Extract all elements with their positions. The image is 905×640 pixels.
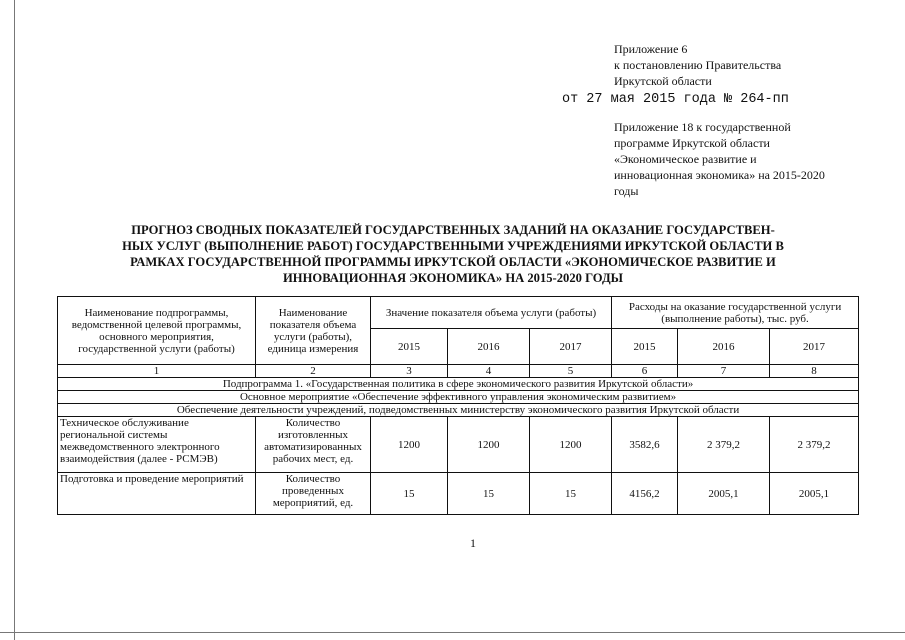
col-number: 7 xyxy=(678,365,770,378)
program-ref-line: Приложение 18 к государственной xyxy=(614,120,791,134)
header-row xyxy=(58,297,859,329)
value-cell: 15 xyxy=(371,473,448,515)
appendix-block xyxy=(614,41,781,89)
subprogram-row xyxy=(58,378,859,391)
year-cell: 2016 xyxy=(448,329,530,365)
col-number: 8 xyxy=(770,365,859,378)
main-activity-title: Основное мероприятие «Обеспечение эффективного управления экономическим развитием» xyxy=(58,391,859,404)
scan-edge-left xyxy=(14,0,15,640)
table-row xyxy=(58,417,859,473)
indicators-table xyxy=(57,296,859,515)
col-header-volume: Значение показателя объема услуги (работы) xyxy=(371,297,612,329)
col-number: 2 xyxy=(256,365,371,378)
document-title xyxy=(108,222,798,286)
program-reference-block xyxy=(614,119,854,199)
subprogram-title: Подпрограмма 1. «Государственная политика в сфере экономического развития Иркутской области» xyxy=(58,378,859,391)
appendix-line: Иркутской области xyxy=(614,74,712,88)
col-header-indicator: Наименование показателя объема услуги (работы), единица измерения xyxy=(256,297,371,365)
year-cell: 2015 xyxy=(371,329,448,365)
main-activity-row xyxy=(58,391,859,404)
col-number: 3 xyxy=(371,365,448,378)
program-ref-line: «Экономическое развитие и xyxy=(614,152,757,166)
table-row xyxy=(58,473,859,515)
year-cell: 2017 xyxy=(530,329,612,365)
value-cell: 4156,2 xyxy=(612,473,678,515)
col-header-cost: Расходы на оказание государственной услуги (выполнение работы), тыс. руб. xyxy=(612,297,859,329)
value-cell: 2005,1 xyxy=(678,473,770,515)
year-cell: 2016 xyxy=(678,329,770,365)
institutions-row xyxy=(58,404,859,417)
col-number: 6 xyxy=(612,365,678,378)
page-number: 1 xyxy=(470,536,476,550)
title-line: ПРОГНОЗ СВОДНЫХ ПОКАЗАТЕЛЕЙ ГОСУДАРСТВЕННЫХ ЗАДАНИЙ НА ОКАЗАНИЕ ГОСУДАРСТВЕН- xyxy=(131,223,775,237)
title-line: НЫХ УСЛУГ (ВЫПОЛНЕНИЕ РАБОТ) ГОСУДАРСТВЕННЫМИ УЧРЕЖДЕНИЯМИ ИРКУТСКОЙ ОБЛАСТИ В xyxy=(122,239,784,253)
value-cell: 15 xyxy=(530,473,612,515)
col-number: 4 xyxy=(448,365,530,378)
service-indicator: Количество изготовленных автоматизированных рабочих мест, ед. xyxy=(256,417,371,473)
value-cell: 15 xyxy=(448,473,530,515)
program-ref-line: программе Иркутской области xyxy=(614,136,770,150)
value-cell: 2 379,2 xyxy=(770,417,859,473)
service-name: Техническое обслуживание региональной системы межведомственного электронного взаимодействия (далее - РСМЭВ) xyxy=(58,417,256,473)
institutions-title: Обеспечение деятельности учреждений, подведомственных министерству экономического развития Иркутской области xyxy=(58,404,859,417)
appendix-line: Приложение 6 xyxy=(614,42,688,56)
value-cell: 2 379,2 xyxy=(678,417,770,473)
service-indicator: Количество проведенных мероприятий, ед. xyxy=(256,473,371,515)
year-cell: 2015 xyxy=(612,329,678,365)
service-name: Подготовка и проведение мероприятий xyxy=(58,473,256,515)
appendix-line: к постановлению Правительства xyxy=(614,58,782,72)
column-number-row xyxy=(58,365,859,378)
program-ref-line: инновационная экономика» на 2015-2020 xyxy=(614,168,825,182)
program-ref-line: годы xyxy=(614,184,639,198)
value-cell: 1200 xyxy=(371,417,448,473)
value-cell: 3582,6 xyxy=(612,417,678,473)
decree-line: от 27 мая 2015 года № 264-пп xyxy=(562,92,789,107)
value-cell: 2005,1 xyxy=(770,473,859,515)
col-header-name: Наименование подпрограммы, ведомственной целевой программы, основного мероприятия, государственной услуги (работы) xyxy=(58,297,256,365)
col-number: 1 xyxy=(58,365,256,378)
title-line: ИННОВАЦИОННАЯ ЭКОНОМИКА» НА 2015-2020 ГОДЫ xyxy=(283,271,623,285)
year-cell: 2017 xyxy=(770,329,859,365)
scan-edge-bottom xyxy=(0,632,905,633)
col-number: 5 xyxy=(530,365,612,378)
value-cell: 1200 xyxy=(448,417,530,473)
title-line: РАМКАХ ГОСУДАРСТВЕННОЙ ПРОГРАММЫ ИРКУТСКОЙ ОБЛАСТИ «ЭКОНОМИЧЕСКОЕ РАЗВИТИЕ И xyxy=(130,255,776,269)
value-cell: 1200 xyxy=(530,417,612,473)
